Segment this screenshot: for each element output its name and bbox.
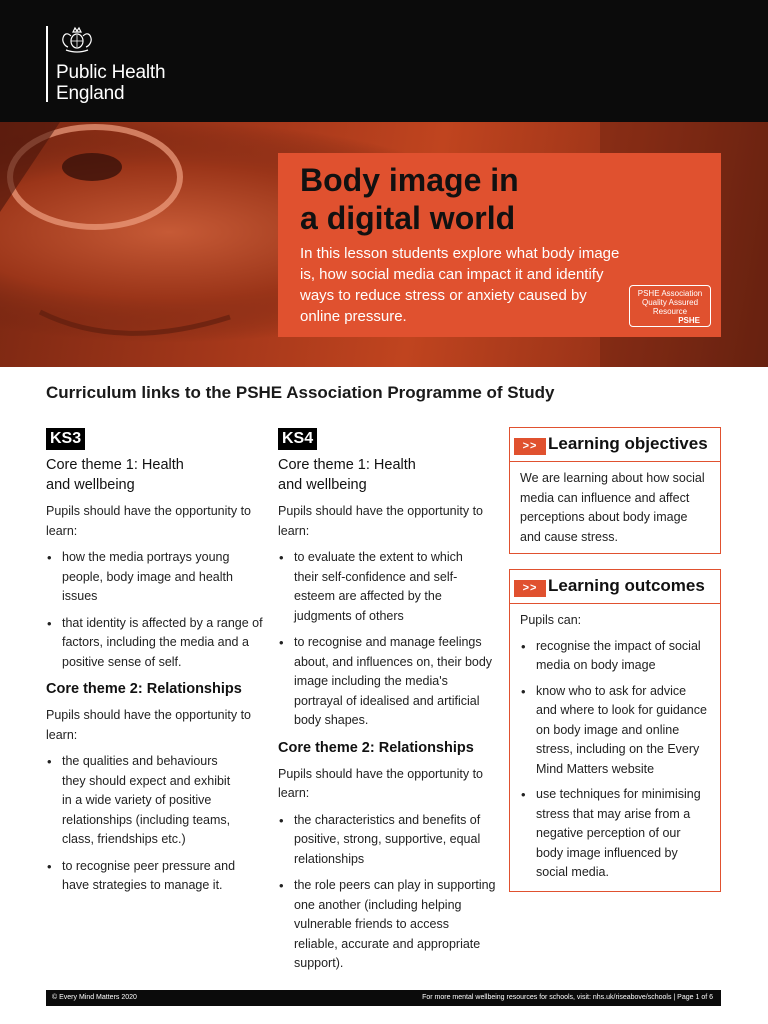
pshe-quality-badge <box>629 285 711 327</box>
org-name-line2: England <box>56 83 125 104</box>
list-item: • to evaluate the extent to which their self-confidence and self-esteem are affected by the judgments of others <box>278 548 474 626</box>
list-item: • know who to ask for advice and where to look for guidance on body image and online stress, including on the Every Mind Matters website <box>520 682 710 780</box>
learning-objectives-text: We are learning about how social media can influence and affect perceptions about body image and cause stress. <box>520 471 705 544</box>
ks4-theme2-intro: Pupils should have the opportunity to learn: <box>278 766 483 800</box>
learning-objectives-box <box>509 427 721 554</box>
ks3-theme1-list <box>46 548 264 672</box>
ks3-theme2-list <box>46 752 264 896</box>
copyright-text: © Every Mind Matters 2020 <box>52 994 137 1001</box>
ks4-theme2-heading: Core theme 2: Relationships <box>278 739 474 756</box>
double-chevron-icon: >> <box>514 580 546 597</box>
ks3-theme1-heading: Core theme 1: Health and wellbeing <box>46 457 184 493</box>
double-chevron-icon: >> <box>514 438 546 455</box>
org-name-line1: Public Health <box>56 62 166 83</box>
ks3-column <box>46 428 264 903</box>
badge-line1: PSHE Association <box>637 289 703 298</box>
badge-line2: Quality Assured <box>641 298 699 307</box>
list-item: • the characteristics and benefits of positive, strong, supportive, equal relationships <box>278 811 496 870</box>
ks4-theme2-list <box>278 811 496 974</box>
list-item: • to recognise and manage feelings about, and influences on, their body image including the media's portrayal of idealised and artificial body shapes. <box>278 633 496 731</box>
badge-line3: Resource <box>652 307 688 316</box>
ks4-column <box>278 428 496 981</box>
list-item: • the qualities and behaviours they should expect and exhibit in a wide variety of positive relationships (including teams, class, friendships etc.) <box>46 752 236 850</box>
ks3-theme2-heading: Core theme 2: Relationships <box>46 681 242 697</box>
learning-outcomes-header <box>510 570 720 604</box>
ks3-theme2-intro: Pupils should have the opportunity to learn: <box>46 708 251 742</box>
learning-outcomes-body <box>510 604 720 883</box>
learning-outcomes-title: Learning outcomes <box>548 576 705 595</box>
header-bar <box>0 0 768 122</box>
list-item: • use techniques for minimising stress that may arise from a negative perception of our body image influenced by social media. <box>520 785 710 883</box>
ks4-theme1-heading: Core theme 1: Health and wellbeing <box>278 457 416 493</box>
learning-outcomes-list <box>520 637 710 883</box>
list-item: • that identity is affected by a range of factors, including the media and a positive sense of self. <box>46 614 264 673</box>
royal-crest-icon <box>58 26 96 54</box>
page-title <box>300 161 519 237</box>
title-line1: Body image in <box>300 162 519 198</box>
footer-bar <box>46 990 721 1006</box>
list-item: • recognise the impact of social media on body image <box>520 637 710 676</box>
ks4-tag: KS4 <box>278 428 317 450</box>
learning-outcomes-intro: Pupils can: <box>520 613 582 627</box>
learning-objectives-header <box>510 428 720 462</box>
phe-logo[interactable] <box>46 26 166 104</box>
list-item: • to recognise peer pressure and have strategies to manage it. <box>46 857 264 896</box>
list-item: • the role peers can play in supporting one another (including helping vulnerable friends to access reliable, accurate and appropriate support). <box>278 876 496 974</box>
pshe-logo: PSHE <box>678 316 700 325</box>
learning-outcomes-box <box>509 569 721 892</box>
title-panel <box>278 153 721 337</box>
ks3-tag: KS3 <box>46 428 85 450</box>
curriculum-heading: Curriculum links to the PSHE Association Programme of Study <box>46 383 555 402</box>
list-item: • how the media portrays young people, body image and health issues <box>46 548 236 607</box>
ks4-theme1-list <box>278 548 496 731</box>
footer-resources-link[interactable]: For more mental wellbeing resources for schools, visit: nhs.uk/riseabove/schools | Page 1 of 6 <box>422 994 713 1001</box>
ks4-theme1-intro: Pupils should have the opportunity to learn: <box>278 504 483 538</box>
lesson-intro: In this lesson students explore what body image is, how social media can impact it and identify ways to reduce stress or anxiety caused by online pressure. <box>300 245 620 325</box>
title-line2: a digital world <box>300 200 516 236</box>
learning-objectives-title: Learning objectives <box>548 434 708 453</box>
ks3-theme1-intro: Pupils should have the opportunity to learn: <box>46 504 251 538</box>
